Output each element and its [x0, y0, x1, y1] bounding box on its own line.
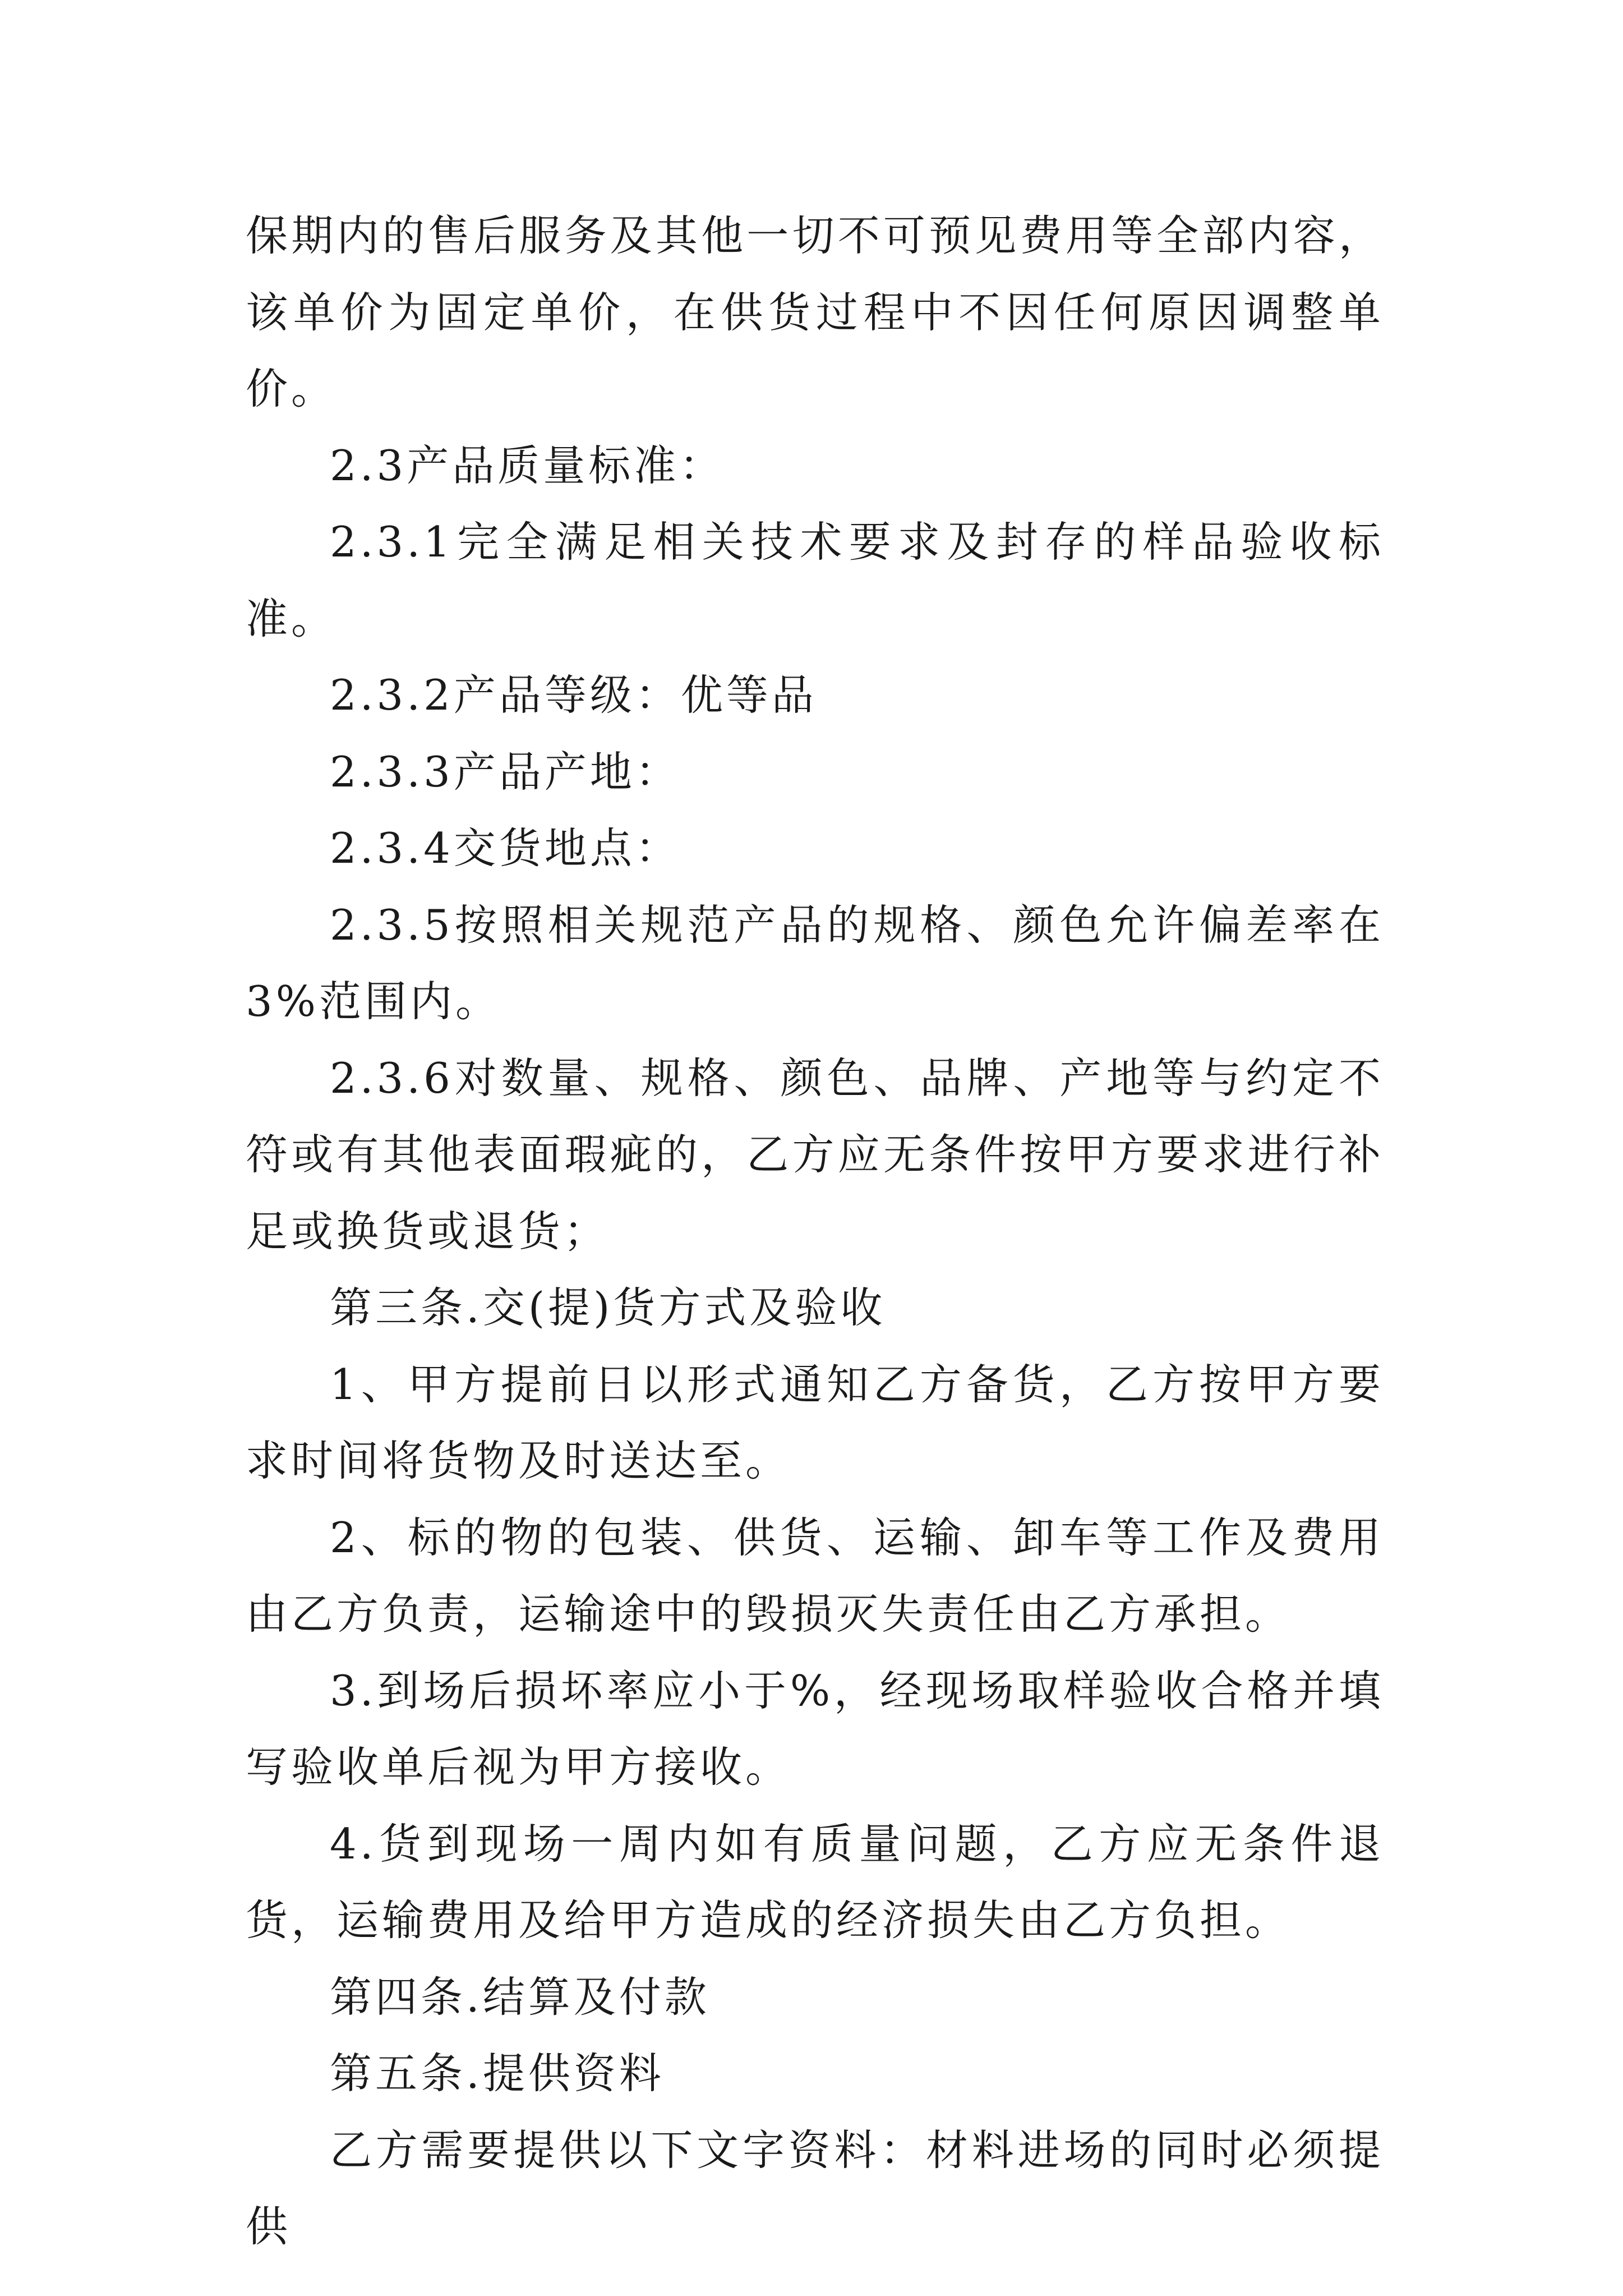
paragraph: 2.3.4交货地点： [330, 823, 681, 873]
paragraph: 保期内的售后服务及其他一切不可预见费用等全部内容，该单价为固定单价，在供货过程中不因任何原因调整单价。 [246, 211, 1384, 413]
article-heading: 第五条.提供资料 [330, 2049, 665, 2098]
paragraph: 2.3.5按照相关规范产品的规格、颜色允许偏差率在3%范围内。 [246, 900, 1384, 1026]
article-heading: 第三条.交(提)货方式及验收 [330, 1283, 886, 1332]
paragraph: 2.3.1完全满足相关技术要求及封存的样品验收标准。 [246, 517, 1384, 643]
paragraph: 3.到场后损坏率应小于%，经现场取样验收合格并填写验收单后视为甲方接收。 [246, 1665, 1384, 1792]
paragraph: 2.3.3产品产地： [330, 747, 681, 797]
paragraph: 乙方需要提供以下文字资料：材料进场的同时必须提供 [246, 2125, 1384, 2251]
article-heading: 第四条.结算及付款 [330, 1972, 710, 2022]
section-heading: 2.3产品质量标准： [330, 440, 725, 490]
paragraph: 2.3.2产品等级：优等品 [330, 670, 817, 720]
paragraph: 2.3.6对数量、规格、颜色、品牌、产地等与约定不符或有其他表面瑕疵的，乙方应无条件按甲方要求进行补足或换货或退货； [246, 1053, 1384, 1256]
body-text [246, 197, 1384, 2265]
paragraph: 4.货到现场一周内如有质量问题，乙方应无条件退货，运输费用及给甲方造成的经济损失由乙方负担。 [246, 1819, 1384, 1945]
paragraph: 1、甲方提前日以形式通知乙方备货，乙方按甲方要求时间将货物及时送达至。 [246, 1359, 1384, 1485]
paragraph: 2、标的物的包装、供货、运输、卸车等工作及费用由乙方负责，运输途中的毁损灭失责任由乙方承担。 [246, 1512, 1384, 1639]
